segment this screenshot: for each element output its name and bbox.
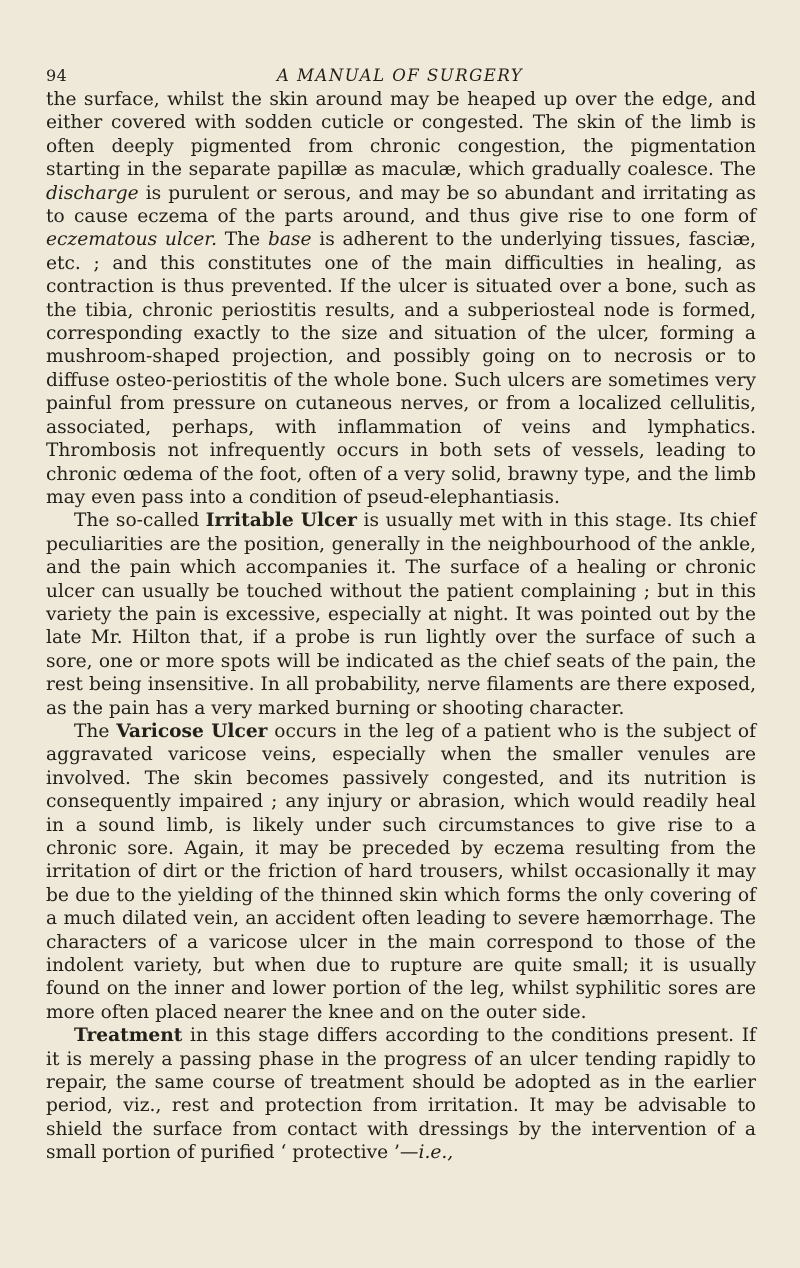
- paragraph: [46, 509, 756, 720]
- text-run: The: [74, 720, 117, 742]
- italic-term: discharge: [46, 182, 139, 204]
- text-run: The so-called: [74, 510, 206, 532]
- text-run: is purulent or serous, and may be so abundant and irritating as to cause eczema of the parts around, and thus give rise to one form of: [46, 182, 756, 228]
- paragraph: [46, 720, 756, 1024]
- run-in-heading: Varicose Ulcer: [116, 720, 268, 742]
- page-number: 94: [46, 66, 68, 85]
- running-head: A MANUAL OF SURGERY: [276, 66, 524, 85]
- italic-term: eczematous ulcer.: [46, 229, 217, 251]
- paragraph: [46, 88, 756, 509]
- text-run: the surface, whilst the skin around may be heaped up over the edge, and either covered with sodden cuticle or congested. The skin of the limb is often deeply pigmented from chronic congestion, the pigmentation starting in the separate papillæ as maculæ, which gradually coalesce. The: [46, 89, 756, 181]
- italic-term: i.e.,: [418, 1142, 454, 1164]
- text-run: The: [217, 229, 268, 251]
- text-run: in this stage differs according to the conditions present. If it is merely a passing phase in the progress of an ulcer tending rapidly to repair, the same course of treatment should be adopted as in the earlier period, viz., rest and protection from irritation. It may be advisable to shield the surface from contact with dressings by the intervention of a small portion of purified ‘ protective ’—: [46, 1025, 756, 1164]
- italic-term: base: [267, 229, 312, 251]
- run-in-heading: Irritable Ulcer: [205, 510, 357, 532]
- page-header: [0, 66, 800, 90]
- text-run: is adherent to the underlying tissues, fasciæ, etc. ; and this constitutes one of the main difficulties in healing, as contraction is thus prevented. If the ulcer is situated over a bone, such as the tibia, chronic periostitis results, and a subperiosteal node is formed, corresponding exactly to the size and situation of the ulcer, forming a mushroom-shaped projection, and possibly going on to necrosis or to diffuse osteo-periostitis of the whole bone. Such ulcers are sometimes very painful from pressure on cutaneous nerves, or from a localized cellulitis, associated, perhaps, with inflammation of veins and lymphatics. Thrombosis not infrequently occurs in both sets of vessels, leading to chronic œdema of the foot, often of a very solid, brawny type, and the limb may even pass into a condition of pseud-elephantiasis.: [46, 229, 757, 508]
- text-run: occurs in the leg of a patient who is the subject of aggravated varicose veins, especially when the smaller venules are involved. The skin becomes passively congested, and its nutrition is consequently impaired ; any injury or abrasion, which would readily heal in a sound limb, is likely under such circumstances to give rise to a chronic sore. Again, it may be preceded by eczema resulting from the irritation of dirt or the friction of hard trousers, whilst occasionally it may be due to the yielding of the thinned skin which forms the only covering of a much dilated vein, an accident often leading to severe hæmorrhage. The characters of a varicose ulcer in the main correspond to those of the indolent variety, but when due to rupture are quite small; it is usually found on the inner and lower portion of the leg, whilst syphilitic sores are more often placed nearer the knee and on the outer side.: [46, 720, 756, 1023]
- body-text: [46, 88, 756, 1165]
- run-in-heading: Treatment: [74, 1025, 183, 1047]
- text-run: is usually met with in this stage. Its chief peculiarities are the position, generally in the neighbourhood of the ankle, and the pain which accompanies it. The surface of a healing or chronic ulcer can usually be touched without the patient complaining ; but in this variety the pain is excessive, especially at night. It was pointed out by the late Mr. Hilton that, if a probe is run lightly over the surface of such a sore, one or more spots will be indicated as the chief seats of the pain, the rest being insensitive. In all probability, nerve filaments are there exposed, as the pain has a very marked burning or shooting character.: [46, 510, 756, 719]
- paragraph: [46, 1024, 756, 1164]
